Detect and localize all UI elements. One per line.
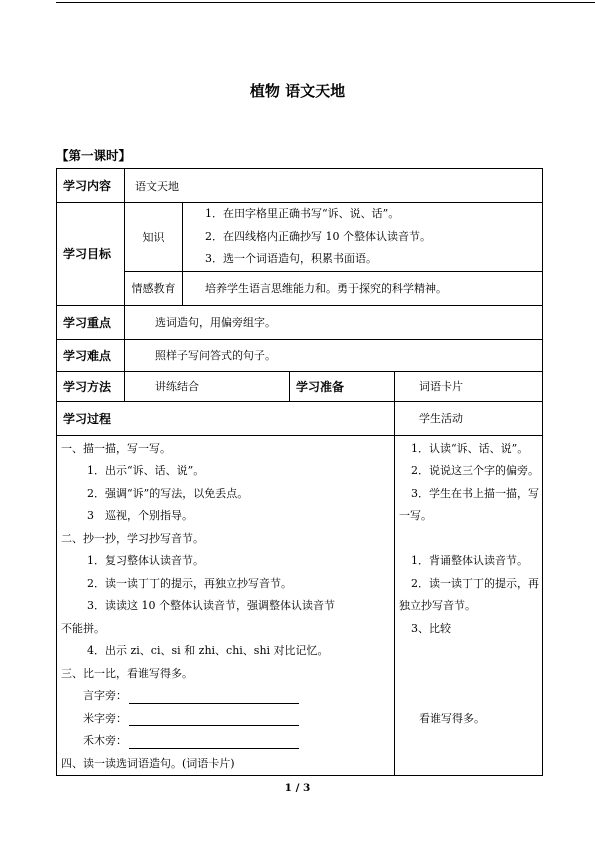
fill-blank[interactable] (129, 689, 299, 704)
knowledge-label: 知识 (125, 203, 183, 272)
section-heading: 【第一课时】 (56, 148, 132, 163)
emotion-value: 培养学生语言思维能力和。勇于探究的科学精神。 (183, 271, 543, 305)
fill-line-mi (57, 708, 394, 731)
row-goals-knowledge (57, 203, 543, 272)
student-line (395, 730, 542, 753)
student-line (395, 663, 542, 686)
emotion-label: 情感教育 (125, 271, 183, 305)
row-process-body (57, 435, 543, 776)
lesson-plan-table (56, 168, 543, 776)
prep-value: 词语卡片 (395, 371, 543, 401)
fill-blank[interactable] (129, 711, 299, 726)
student-line (395, 753, 542, 776)
row-emotion (57, 271, 543, 305)
row-method (57, 371, 543, 401)
process-line: 1．出示“诉、话、说”。 (87, 464, 205, 477)
knowledge-item: 2．在四线格内正确抄写 10 个整体认读音节。 (205, 229, 431, 243)
process-line: 4．出示 zi、ci、si 和 zhi、chi、shi 对比记忆。 (87, 644, 329, 657)
student-line: 1．认读“诉、话、说”。 (411, 441, 529, 455)
student-line: 看谁写得多。 (419, 711, 485, 725)
student-line (395, 685, 542, 708)
fill-label: 禾木旁： (83, 734, 127, 747)
process-column (57, 435, 395, 776)
process-line: 一、描一描，写一写。 (61, 441, 171, 455)
student-line (395, 640, 542, 663)
page-number: 1 / 3 (284, 782, 311, 794)
fill-label: 言字旁： (83, 689, 127, 702)
process-line: 3．读读这 10 个整体认读音节，强调整体认读音节 (87, 599, 335, 612)
fill-line-yan (57, 685, 394, 708)
process-line: 三、比一比，看谁写得多。 (61, 666, 193, 680)
method-label: 学习方法 (57, 371, 125, 401)
student-line: 1．背诵整体认读音节。 (411, 554, 528, 567)
student-line: 3．学生在书上描一描，写 (411, 486, 539, 500)
process-line: 1．复习整体认读音节。 (87, 554, 204, 567)
student-column (395, 435, 543, 776)
row-difficulty (57, 339, 543, 371)
content-value: 语文天地 (125, 169, 543, 203)
row-key (57, 305, 543, 339)
knowledge-items (183, 203, 543, 272)
student-label: 学生活动 (395, 401, 543, 435)
row-content (57, 169, 543, 203)
method-value: 讲练结合 (125, 371, 290, 401)
process-line: 2．读一读丁丁的提示，再独立抄写音节。 (87, 576, 292, 590)
knowledge-item: 3．选一个词语造句，积累书面语。 (205, 252, 377, 265)
knowledge-item: 1．在田字格里正确书写“诉、说、话”。 (205, 207, 400, 220)
prep-label: 学习准备 (290, 371, 395, 401)
row-process-header (57, 401, 543, 435)
fill-line-he (57, 730, 394, 753)
key-label: 学习重点 (57, 305, 125, 339)
process-label: 学习过程 (57, 401, 395, 435)
difficulty-value: 照样子写问答式的句子。 (125, 339, 543, 371)
process-line: 2．强调“诉”的写法，以免丢点。 (87, 486, 249, 500)
student-line: 3、比较 (411, 621, 451, 635)
process-line: 二、抄一抄，学习抄写音节。 (61, 531, 204, 545)
process-line: 3 巡视，个别指导。 (87, 509, 193, 522)
fill-blank[interactable] (129, 734, 299, 749)
process-line: 四、读一读选词语造句。(词语卡片) (61, 756, 235, 770)
key-value: 选词造句，用偏旁组字。 (125, 305, 543, 339)
page-title: 植物 语文天地 (249, 82, 346, 100)
student-line: 一写。 (399, 509, 432, 522)
difficulty-label: 学习难点 (57, 339, 125, 371)
process-line: 不能拼。 (61, 621, 105, 635)
top-rule (56, 2, 595, 3)
fill-label: 米字旁： (83, 711, 127, 725)
content-label: 学习内容 (57, 169, 125, 203)
student-line (395, 528, 542, 551)
student-line: 2．读一读丁丁的提示，再 (411, 576, 539, 590)
goals-label: 学习目标 (57, 203, 125, 306)
student-line: 2．说说这三个字的偏旁。 (411, 464, 539, 477)
student-line: 独立抄写音节。 (399, 599, 476, 612)
